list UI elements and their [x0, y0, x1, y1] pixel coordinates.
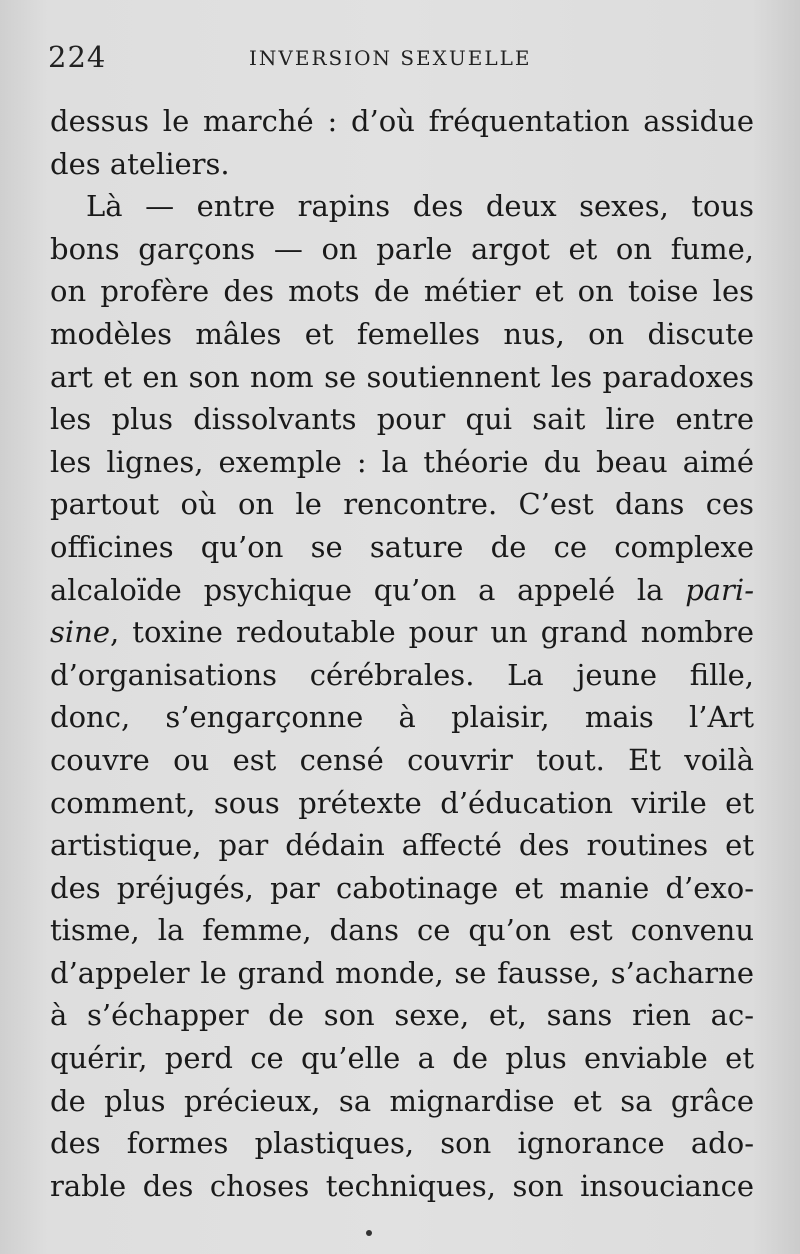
- text-line: artistique, par dédain affecté des routines et: [50, 828, 754, 863]
- text-line: des ateliers.: [50, 146, 230, 181]
- text-line: d’organisations cérébrales. La jeune fille,: [50, 657, 754, 692]
- text-line: Là — entre rapins des deux sexes, tous: [86, 189, 754, 224]
- text-segment: alcaloïde psychique qu’on a appelé la: [50, 572, 686, 607]
- running-head: INVERSION SEXUELLE: [249, 46, 532, 70]
- printer-mark: [366, 1230, 372, 1236]
- text-line: [50, 611, 754, 654]
- text-line: couvre ou est censé couvrir tout. Et voilà: [50, 742, 754, 777]
- text-line: donc, s’engarçonne à plaisir, mais l’Art: [50, 700, 754, 735]
- text-line: tisme, la femme, dans ce qu’on est convenu: [50, 913, 754, 948]
- text-line: à s’échapper de son sexe, et, sans rien ac-: [50, 998, 754, 1033]
- text-line: quérir, perd ce qu’elle a de plus enviable et: [50, 1041, 754, 1076]
- text-line: art et en son nom se soutiennent les paradoxes: [50, 359, 754, 394]
- text-line: les lignes, exemple : la théorie du beau aimé: [50, 444, 754, 479]
- text-line: les plus dissolvants pour qui sait lire entre: [50, 402, 754, 437]
- text-line: [50, 569, 754, 612]
- text-line: de plus précieux, sa mignardise et sa grâce: [50, 1083, 754, 1118]
- italic-word: sine: [50, 615, 110, 650]
- italic-word: pari-: [685, 572, 754, 607]
- page-header: [0, 40, 800, 80]
- body-text: [50, 100, 754, 1207]
- text-line: modèles mâles et femelles nus, on discute: [50, 316, 754, 351]
- text-line: des préjugés, par cabotinage et manie d’exo-: [50, 870, 754, 905]
- text-line: des formes plastiques, son ignorance ado-: [50, 1126, 754, 1161]
- text-line: officines qu’on se sature de ce complexe: [50, 529, 754, 564]
- text-line: d’appeler le grand monde, se fausse, s’acharne: [50, 955, 754, 990]
- text-line: dessus le marché : d’où fréquentation assidue: [50, 104, 754, 138]
- text-line: rable des choses techniques, son insouciance: [50, 1168, 754, 1203]
- text-line: bons garçons — on parle argot et on fume,: [50, 231, 754, 266]
- text-line: on profère des mots de métier et on toise les: [50, 274, 754, 309]
- text-line: partout où on le rencontre. C’est dans ces: [50, 487, 754, 522]
- text-segment: , toxine redoutable pour un grand nombre: [110, 615, 754, 650]
- text-line: comment, sous prétexte d’éducation virile et: [50, 785, 754, 820]
- page-number: 224: [48, 40, 107, 74]
